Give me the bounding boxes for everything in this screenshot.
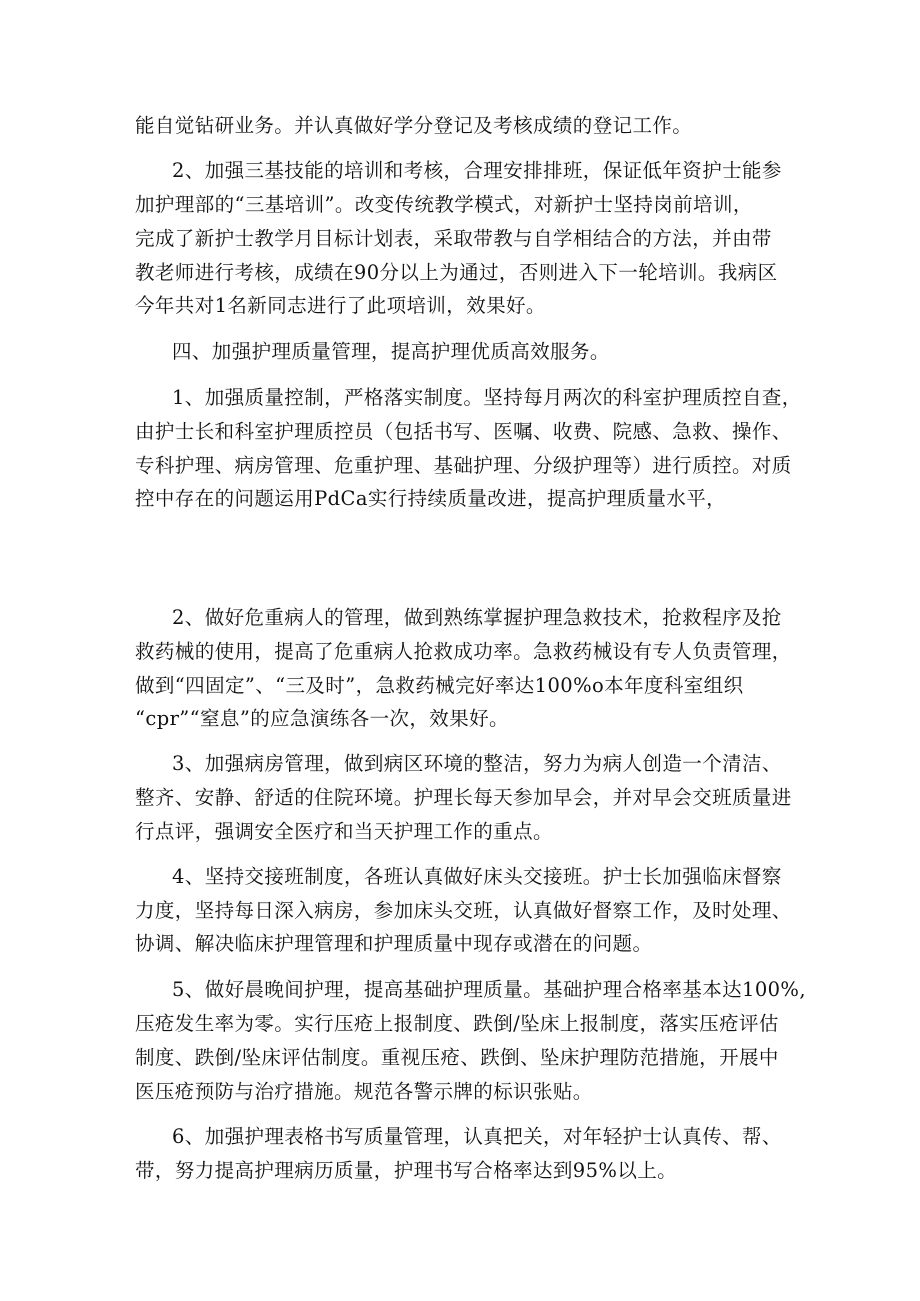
paragraph-line: 1、加强质量控制，严格落实制度。坚持每月两次的科室护理质控自查， <box>172 386 802 409</box>
paragraph-line: 制度、跌倒/坠床评估制度。重视压疮、跌倒、坠床护理防范措施，开展中 <box>135 1046 779 1069</box>
paragraph-line: 完成了新护士教学月目标计划表，采取带教与自学相结合的方法，并由带 <box>135 227 772 250</box>
paragraph-line: 医压疮预防与治疗措施。规范各警示牌的标识张贴。 <box>135 1080 593 1103</box>
paragraph-line: 6、加强护理表格书写质量管理，认真把关，对年轻护士认真传、帮、 <box>172 1125 782 1148</box>
paragraph-line: 整齐、安静、舒适的住院环境。护理长每天参加早会，并对早会交班质量进 <box>135 786 792 809</box>
paragraph-line: 做到“四固定”、“三及时”，急救药械完好率达100%o本年度科室组织 <box>135 674 744 697</box>
paragraph-line: 加护理部的“三基培训”。改变传统教学模式，对新护士坚持岗前培训， <box>135 193 753 216</box>
paragraph-line: 专科护理、病房管理、危重护理、基础护理、分级护理等）进行质控。对质 <box>135 454 792 477</box>
paragraph-line: “cpr”“窒息”的应急演练各一次，效果好。 <box>135 707 509 730</box>
paragraph-line: 力度，坚持每日深入病房，参加床头交班，认真做好督察工作，及时处理、 <box>135 899 792 922</box>
paragraph-line: 今年共对1名新同志进行了此项培训，效果好。 <box>135 294 546 317</box>
paragraph-line: 带，努力提高护理病历质量，护理书写合格率达到95%以上。 <box>135 1159 678 1182</box>
paragraph-line: 5、做好晨晚间护理，提高基础护理质量。基础护理合格率基本达100%, <box>172 978 806 1001</box>
paragraph-line: 压疮发生率为零。实行压疮上报制度、跌倒/坠床上报制度，落实压疮评估 <box>135 1012 779 1035</box>
paragraph-line: 由护士长和科室护理质控员（包括书写、医嘱、收费、院感、急救、操作、 <box>135 420 792 443</box>
paragraph-line: 协调、解决临床护理管理和护理质量中现存或潜在的问题。 <box>135 932 653 955</box>
paragraph-line: 3、加强病房管理，做到病区环境的整洁，努力为病人创造一个清洁、 <box>172 752 782 775</box>
paragraph-line: 控中存在的问题运用PdCa实行持续质量改进，提高护理质量水平， <box>135 487 727 510</box>
paragraph-line: 救药械的使用，提高了危重病人抢救成功率。急救药械设有专人负责管理， <box>135 640 792 663</box>
paragraph-line: 2、加强三基技能的培训和考核，合理安排排班，保证低年资护士能参 <box>172 159 782 182</box>
section-heading: 四、加强护理质量管理，提高护理优质高效服务。 <box>172 340 610 363</box>
paragraph-line: 行点评，强调安全医疗和当天护理工作的重点。 <box>135 820 553 843</box>
paragraph-line: 教老师进行考核，成绩在90分以上为通过，否则进入下一轮培训。我病区 <box>135 261 778 284</box>
paragraph-line: 2、做好危重病人的管理，做到熟练掌握护理急救技术，抢救程序及抢 <box>172 606 782 629</box>
paragraph-line: 能自觉钻研业务。并认真做好学分登记及考核成绩的登记工作。 <box>135 114 693 137</box>
paragraph-line: 4、坚持交接班制度，各班认真做好床头交接班。护士长加强临床督察 <box>172 865 782 888</box>
